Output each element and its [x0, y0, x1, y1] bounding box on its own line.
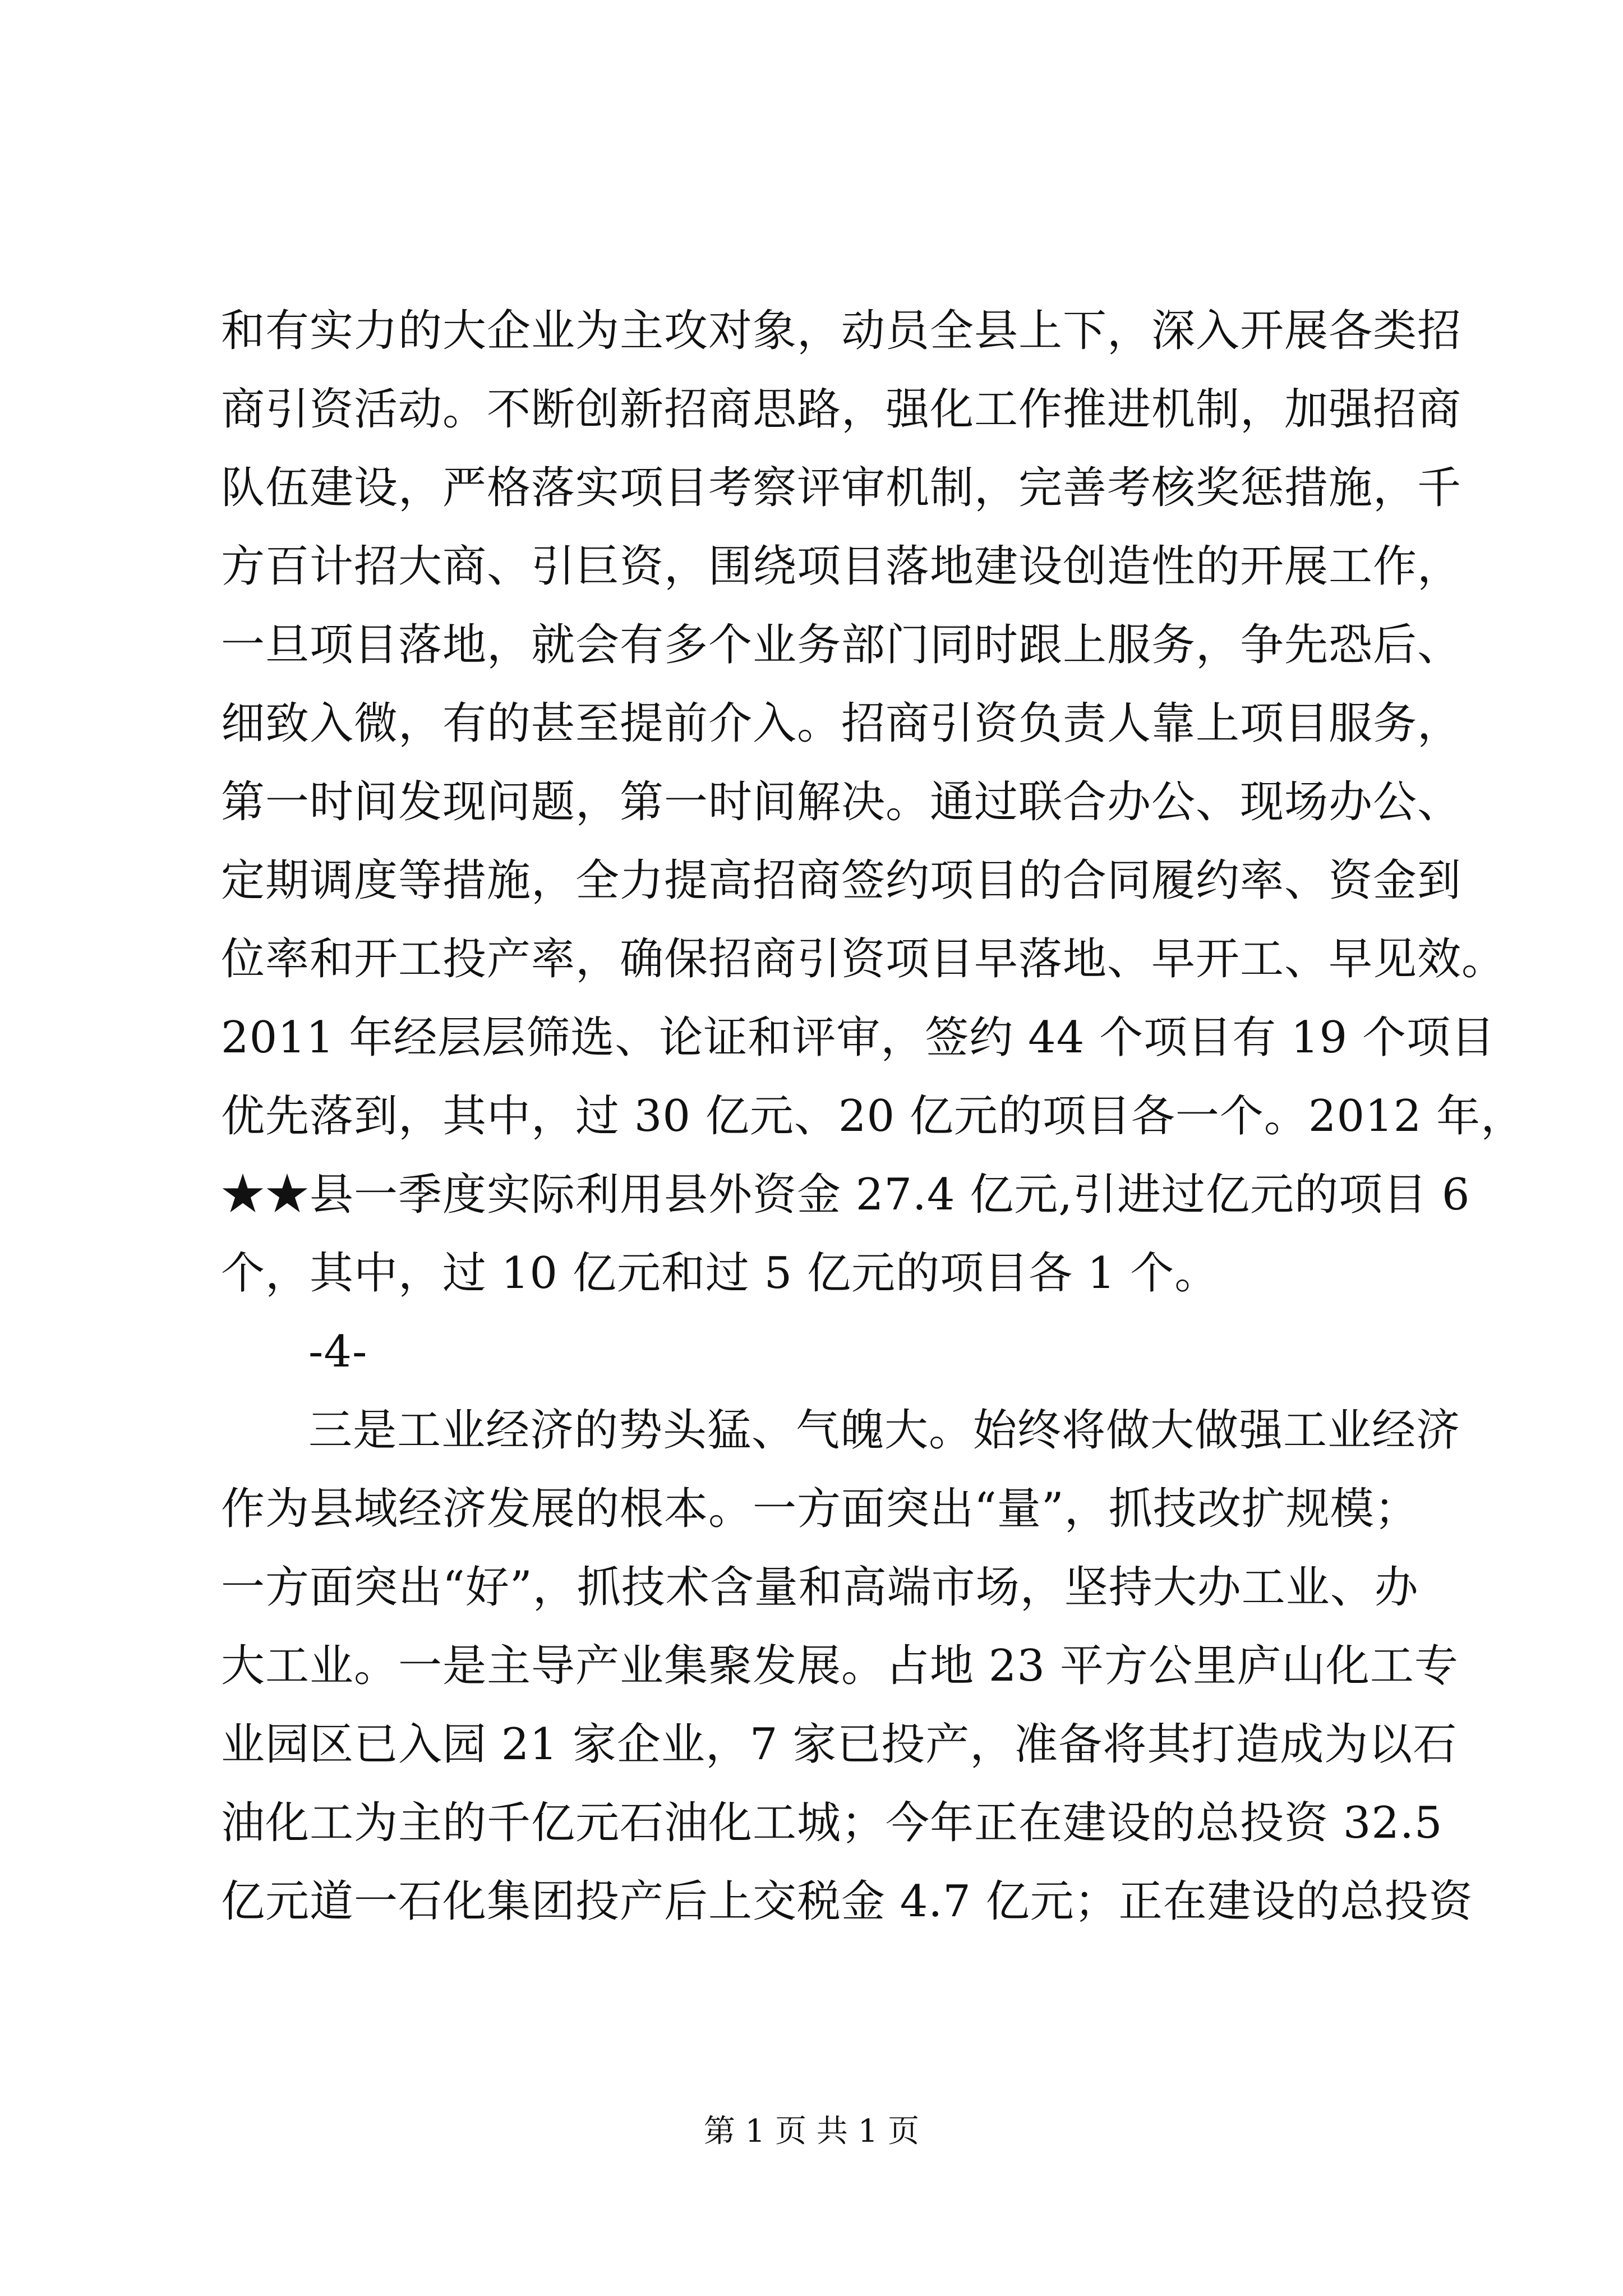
text-line: 业园区已入园 21 家企业，7 家已投产，准备将其打造成为以石	[221, 1719, 1458, 1770]
text-line: 一旦项目落地，就会有多个业务部门同时跟上服务，争先恐后、	[221, 620, 1462, 670]
text-line: 油化工为主的千亿元石油化工城；今年正在建设的总投资 32.5	[221, 1798, 1443, 1848]
paragraph-first-line: 三是工业经济的势头猛、气魄大。始终将做大做强工业经济	[308, 1405, 1461, 1456]
text-line: 优先落到，其中，过 30 亿元、20 亿元的项目各一个。2012 年，	[221, 1091, 1525, 1142]
text-line: 一方面突出“好”，抓技术含量和高端市场，坚持大办工业、办	[221, 1562, 1419, 1613]
text-line: 亿元道一石化集团投产后上交税金 4.7 亿元；正在建设的总投资	[221, 1876, 1473, 1927]
text-line: 大工业。一是主导产业集聚发展。占地 23 平方公里庐山化工专	[221, 1641, 1459, 1691]
text-line: 2011 年经层层筛选、论证和评审，签约 44 个项目有 19 个项目	[221, 1013, 1495, 1063]
text-line: 个，其中，过 10 亿元和过 5 亿元的项目各 1 个。	[221, 1248, 1219, 1299]
text-line: 第一时间发现问题，第一时间解决。通过联合办公、现场办公、	[221, 777, 1462, 827]
text-line: 定期调度等措施，全力提高招商签约项目的合同履约率、资金到	[221, 855, 1462, 906]
text-line: 作为县域经济发展的根本。一方面突出“量”，抓技改扩规模；	[221, 1484, 1419, 1534]
page-marker: -4-	[308, 1327, 368, 1377]
text-line: 商引资活动。不断创新招商思路，强化工作推进机制，加强招商	[221, 384, 1462, 435]
text-line: 位率和开工投产率，确保招商引资项目早落地、早开工、早见效。	[221, 934, 1506, 984]
text-line: 细致入微，有的甚至提前介入。招商引资负责人靠上项目服务，	[221, 698, 1462, 749]
text-line: ★★县一季度实际利用县外资金 27.4 亿元,引进过亿元的项目 6	[221, 1170, 1470, 1220]
page-footer: 第 1 页 共 1 页	[703, 2113, 920, 2150]
text-line: 和有实力的大企业为主攻对象，动员全县上下，深入开展各类招	[221, 306, 1462, 356]
text-line: 队伍建设，严格落实项目考察评审机制，完善考核奖惩措施，千	[221, 463, 1462, 513]
text-line: 方百计招大商、引巨资，围绕项目落地建设创造性的开展工作，	[221, 541, 1462, 592]
